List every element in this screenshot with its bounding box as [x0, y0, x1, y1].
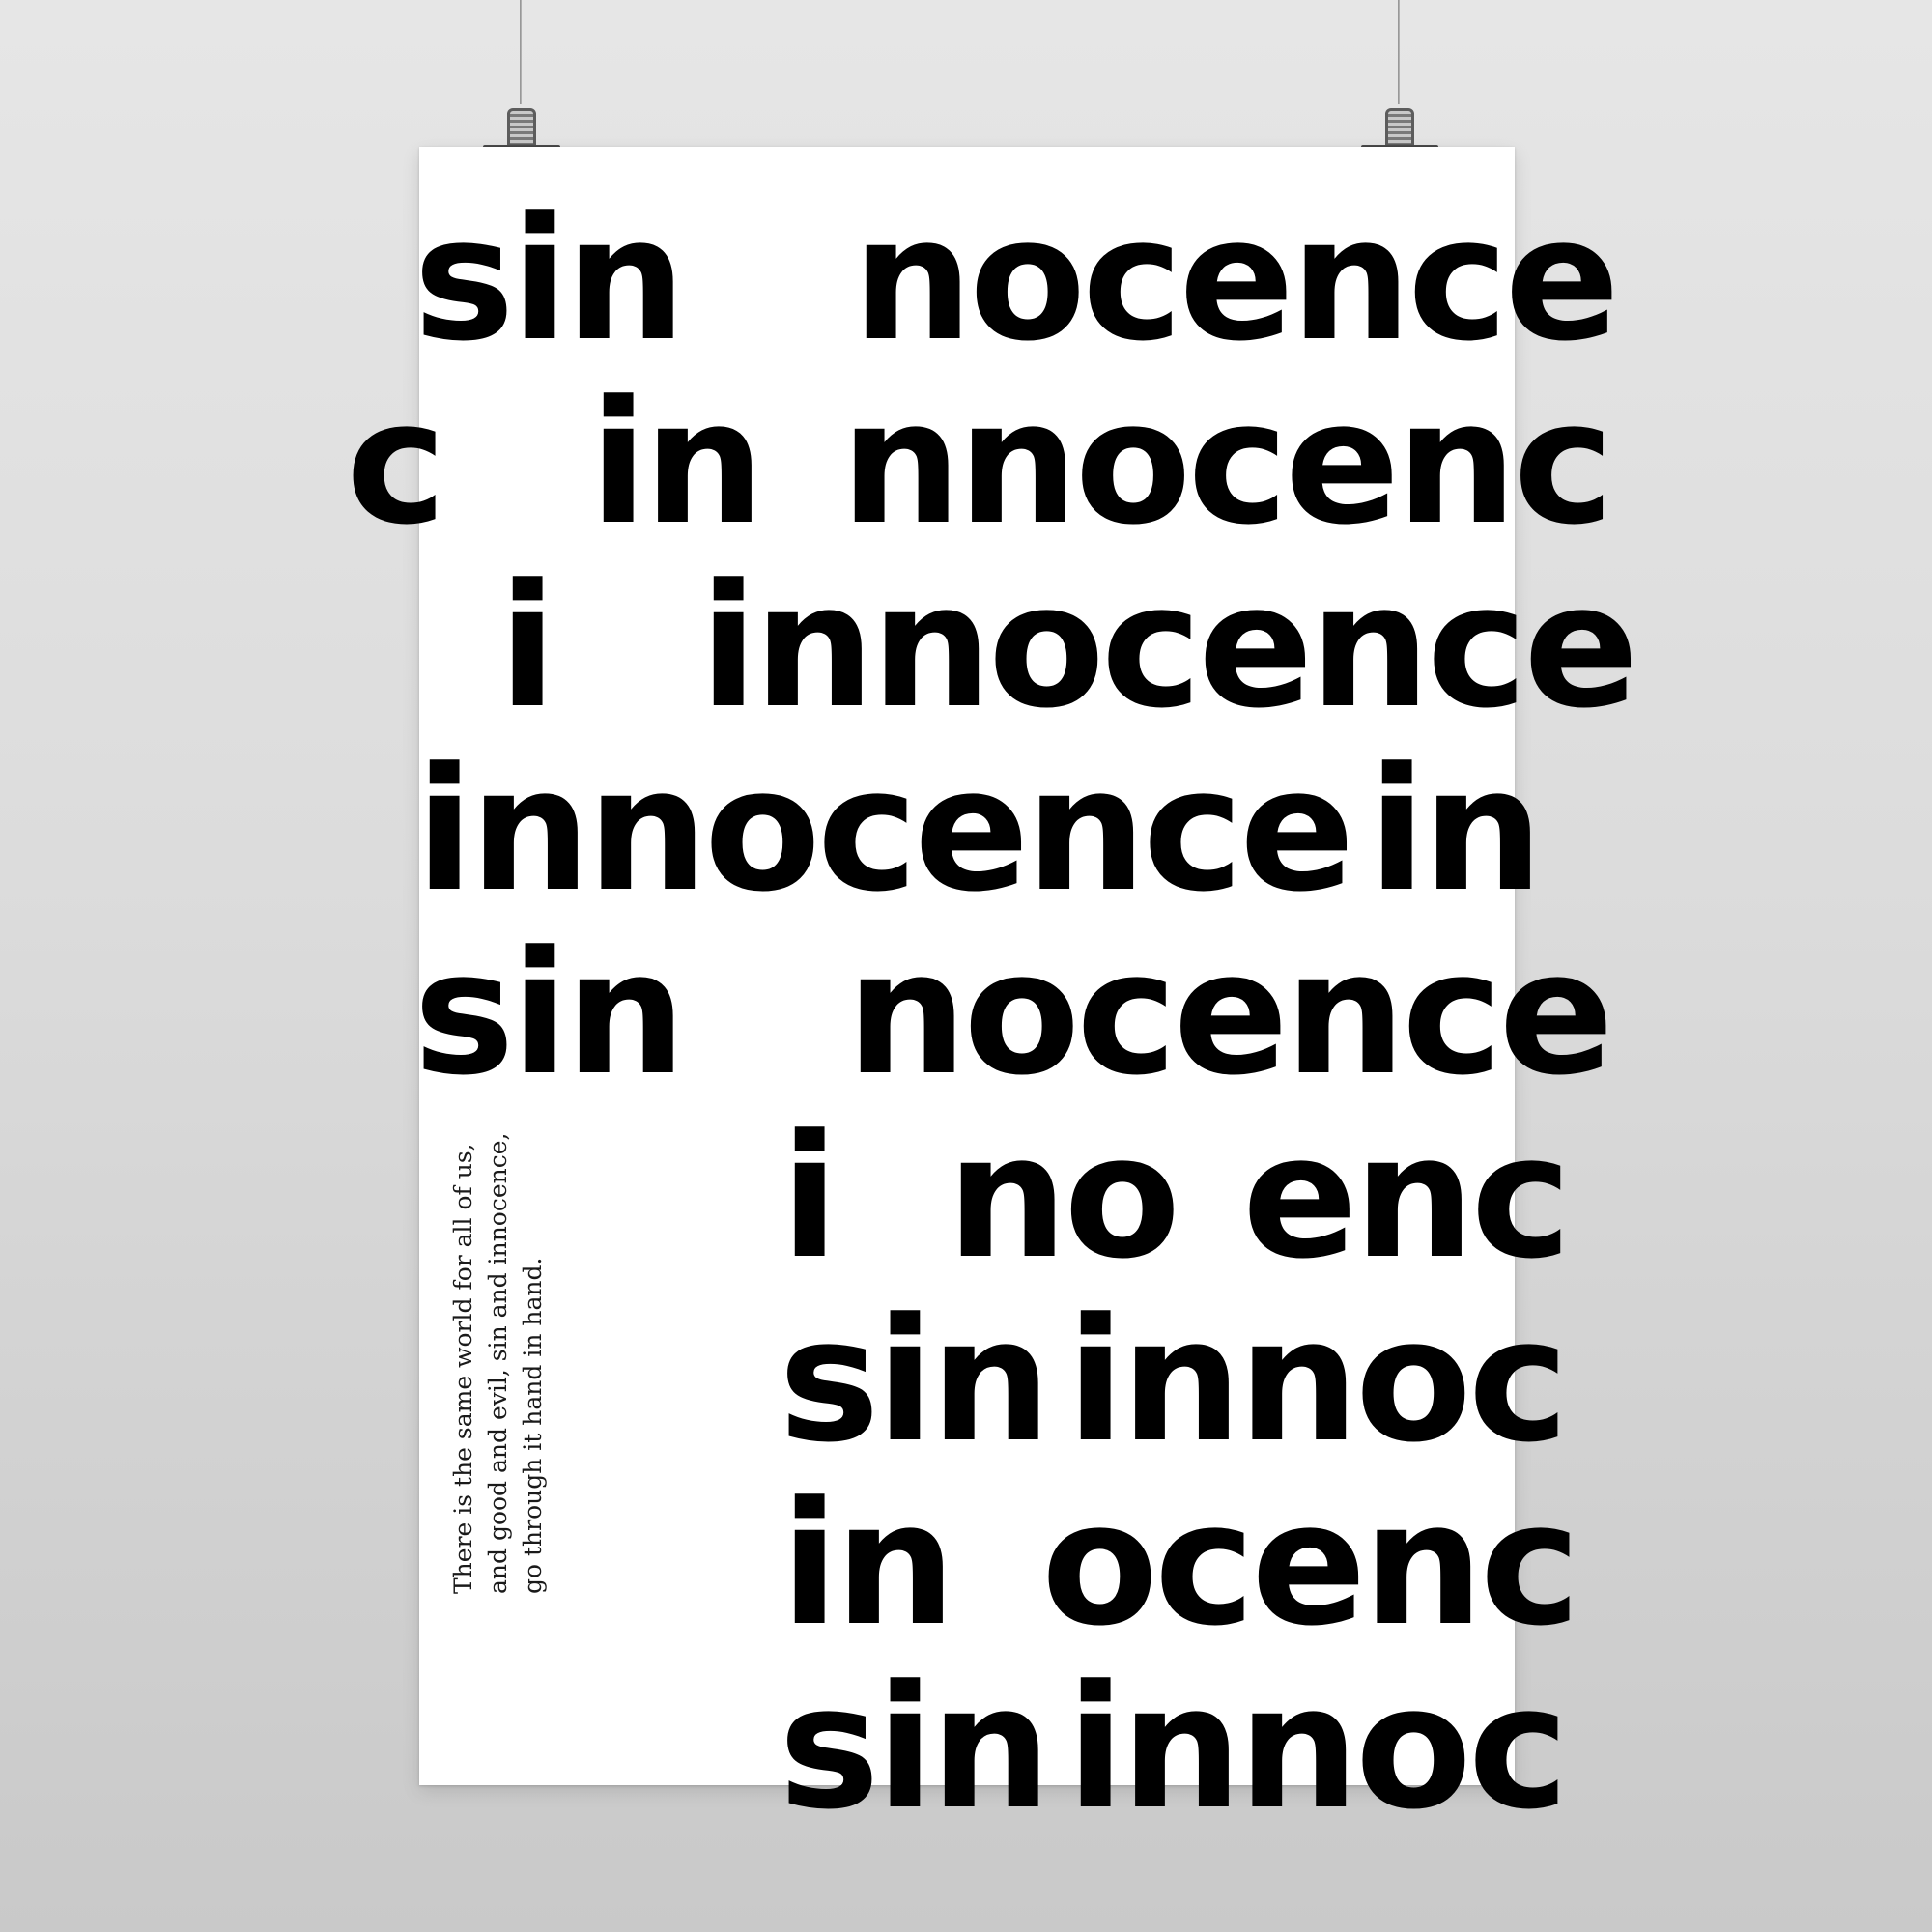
poster-word: in — [781, 1465, 952, 1663]
poster-word: nocence — [846, 915, 1610, 1113]
poster-word: enc — [1242, 1098, 1568, 1296]
poster-word: sin — [779, 1649, 1048, 1847]
poster-word: no — [947, 1098, 1178, 1296]
hanging-wire-right — [1398, 0, 1400, 104]
poster — [346, 147, 1635, 1847]
poster-row-1 — [413, 181, 1616, 379]
poster-word: i — [498, 548, 554, 746]
poster-row-7 — [419, 1282, 1566, 1480]
quote-line-2: and good and evil, sin and innocence, — [484, 1132, 512, 1594]
poster-row-4 — [415, 731, 1540, 929]
poster-row-5 — [413, 915, 1610, 1113]
poster-word: nocence — [852, 181, 1616, 379]
hanging-wire-left — [520, 0, 522, 104]
poster-row-8 — [419, 1465, 1577, 1663]
poster-word: i — [781, 1098, 836, 1296]
poster-word: ocenc — [1041, 1465, 1577, 1663]
poster-row-2 — [346, 364, 1610, 562]
poster-row-6 — [419, 1098, 1568, 1296]
poster-row-3 — [419, 548, 1635, 746]
poster-word: innoc — [1066, 1282, 1566, 1480]
poster-word: sin — [779, 1282, 1048, 1480]
poster-word: c — [346, 364, 443, 562]
poster-word: innocence — [699, 548, 1635, 746]
poster-word: sin — [413, 915, 683, 1113]
poster-quote — [446, 1133, 551, 1595]
quote-line-3: go through it hand in hand. — [519, 1257, 547, 1594]
poster-word: innoc — [1066, 1649, 1566, 1847]
quote-line-1: There is the same world for all of us, — [449, 1143, 477, 1594]
poster-word: in — [589, 364, 761, 562]
poster-word: sin — [413, 181, 683, 379]
poster-word: in — [1368, 731, 1540, 929]
poster-word: innocence — [415, 731, 1351, 929]
poster-word: nnocenc — [840, 364, 1610, 562]
poster-row-9 — [419, 1649, 1566, 1847]
